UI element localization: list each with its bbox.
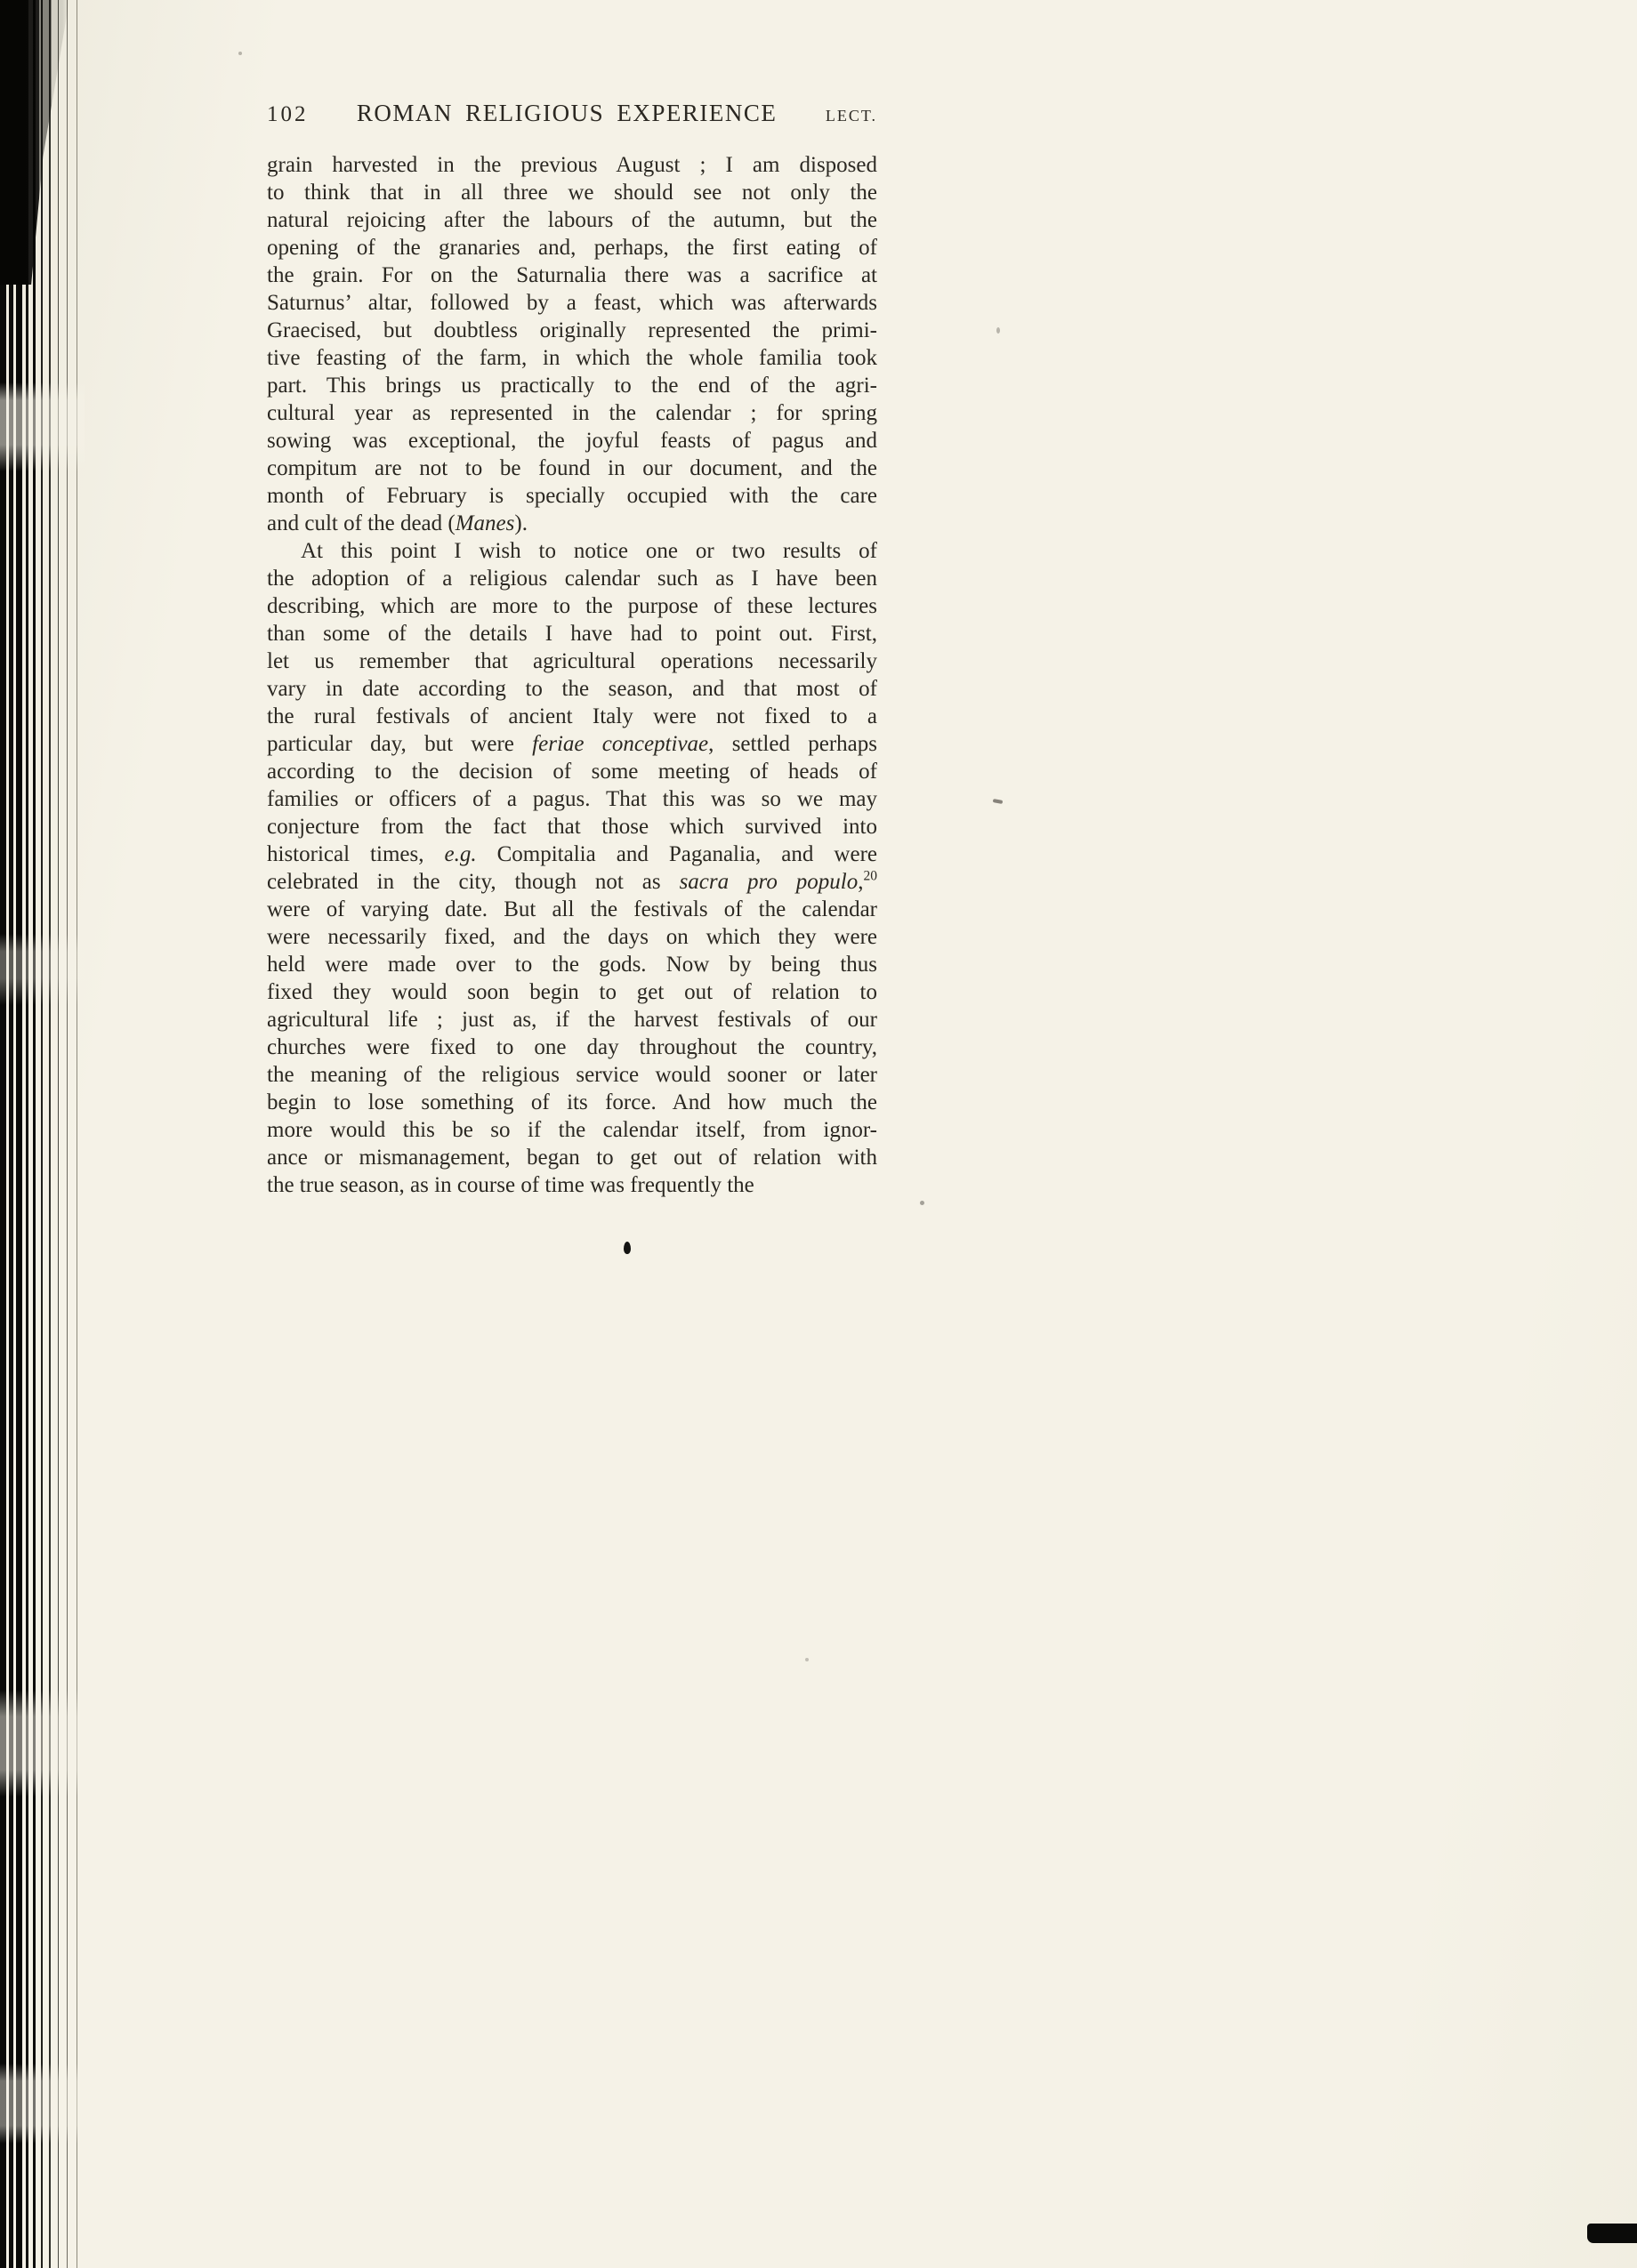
page-header xyxy=(267,100,877,127)
text-line xyxy=(267,206,877,234)
text-run: , settled perhaps xyxy=(708,732,877,756)
header-lect-label: LECT. xyxy=(825,107,877,125)
text-line xyxy=(267,1171,877,1199)
text-line xyxy=(267,234,877,261)
text-run: the grain. For on the Saturnalia there was a sacrifice at xyxy=(267,263,877,287)
text-line xyxy=(267,647,877,675)
text-run: compitum are not to be found in our document, and the xyxy=(267,456,877,480)
text-line xyxy=(267,179,877,206)
text-line xyxy=(267,703,877,730)
text-line xyxy=(267,978,877,1006)
corner-ink-mark xyxy=(1587,2224,1637,2243)
text-run: churches were fixed to one day throughout the country, xyxy=(267,1035,877,1059)
text-line xyxy=(267,565,877,592)
paper-speck xyxy=(238,52,242,55)
italic-run: feriae conceptivae xyxy=(532,732,709,756)
text-run: more would this be so if the calendar itself, from ignor- xyxy=(267,1118,877,1142)
text-line xyxy=(267,785,877,813)
text-line xyxy=(267,1061,877,1089)
text-run: Graecised, but doubtless originally represented the primi- xyxy=(267,318,877,342)
text-line xyxy=(267,454,877,482)
text-line xyxy=(267,675,877,703)
text-line xyxy=(267,482,877,510)
text-run: grain harvested in the previous August ; I am disposed xyxy=(267,153,877,177)
text-run: than some of the details I have had to point out. First, xyxy=(267,622,877,646)
italic-run: sacra pro populo xyxy=(679,870,859,894)
text-line xyxy=(267,923,877,951)
text-line xyxy=(267,344,877,372)
text-run: natural rejoicing after the labours of the autumn, but the xyxy=(267,208,877,232)
paper-speck xyxy=(805,1658,809,1661)
text-run: opening of the granaries and, perhaps, the first eating of xyxy=(267,236,877,260)
text-line xyxy=(267,399,877,427)
text-line xyxy=(267,813,877,840)
text-run: conjecture from the fact that those which survived into xyxy=(267,815,877,839)
text-run: the adoption of a religious calendar such as I have been xyxy=(267,567,877,591)
text-run: particular day, but were xyxy=(267,732,533,756)
text-run: the rural festivals of ancient Italy were not fixed to a xyxy=(267,704,877,728)
text-line xyxy=(267,1089,877,1116)
text-run: the meaning of the religious service would sooner or later xyxy=(267,1063,877,1087)
text-line xyxy=(267,868,877,896)
text-run: vary in date according to the season, and that most of xyxy=(267,677,877,701)
text-line xyxy=(267,317,877,344)
paper-speck xyxy=(996,327,1000,334)
footnote-ref: 20 xyxy=(863,868,877,884)
text-run: fixed they would soon begin to get out of relation to xyxy=(267,980,877,1004)
text-run: the true season, as in course of time was frequently the xyxy=(267,1173,754,1197)
text-run: sowing was exceptional, the joyful feasts of pagus and xyxy=(267,429,877,453)
text-line xyxy=(267,730,877,758)
paragraph xyxy=(267,151,877,537)
text-line xyxy=(267,510,877,537)
italic-run: Manes xyxy=(455,511,515,535)
text-run: ). xyxy=(514,511,528,535)
text-line xyxy=(267,620,877,647)
text-run: month of February is specially occupied with the care xyxy=(267,484,877,508)
text-run: families or officers of a pagus. That this was so we may xyxy=(267,787,877,811)
text-line xyxy=(267,1033,877,1061)
running-title: ROMAN RELIGIOUS EXPERIENCE xyxy=(356,100,778,126)
ink-mark xyxy=(624,1242,631,1254)
text-run: historical times, xyxy=(267,842,445,866)
text-line xyxy=(267,896,877,923)
text-run: , xyxy=(858,870,864,894)
text-run: agricultural life ; just as, if the harvest festivals of our xyxy=(267,1008,877,1032)
text-run: were necessarily fixed, and the days on which they were xyxy=(267,925,877,949)
text-run: cultural year as represented in the calendar ; for spring xyxy=(267,401,877,425)
text-line xyxy=(267,951,877,978)
text-line xyxy=(267,1116,877,1144)
text-run: held were made over to the gods. Now by being thus xyxy=(267,953,877,977)
text-line xyxy=(267,592,877,620)
text-run: were of varying date. But all the festivals of the calendar xyxy=(267,897,877,921)
text-line xyxy=(267,537,877,565)
text-line xyxy=(267,151,877,179)
text-run: describing, which are more to the purpose of these lectures xyxy=(267,594,877,618)
text-run: to think that in all three we should see not only the xyxy=(267,181,877,205)
text-run: part. This brings us practically to the end of the agri- xyxy=(267,374,877,398)
text-run: ance or mismanagement, began to get out of relation with xyxy=(267,1146,877,1170)
page-number: 102 xyxy=(267,102,309,126)
page-content xyxy=(267,100,877,1199)
text-run: begin to lose something of its force. And how much the xyxy=(267,1090,877,1114)
text-line xyxy=(267,758,877,785)
text-line xyxy=(267,840,877,868)
italic-run: e.g. xyxy=(444,842,477,866)
text-run: let us remember that agricultural operations necessarily xyxy=(267,649,877,673)
scan-gutter-artifact xyxy=(0,0,85,2268)
paper-speck xyxy=(920,1201,924,1205)
text-line xyxy=(267,1144,877,1171)
text-line xyxy=(267,289,877,317)
text-line xyxy=(267,1006,877,1033)
text-run: according to the decision of some meeting of heads of xyxy=(267,760,877,784)
text-run: celebrated in the city, though not as xyxy=(267,870,680,894)
text-run: Saturnus’ altar, followed by a feast, which was afterwards xyxy=(267,291,877,315)
text-run: and cult of the dead ( xyxy=(267,511,456,535)
text-line xyxy=(267,427,877,454)
paper-speck xyxy=(993,799,1004,804)
text-line xyxy=(267,372,877,399)
text-block xyxy=(267,151,877,1199)
text-run: Compitalia and Paganalia, and were xyxy=(476,842,877,866)
text-run: At this point I wish to notice one or two results of xyxy=(301,539,877,563)
paragraph xyxy=(267,537,877,1199)
text-run: tive feasting of the farm, in which the whole familia took xyxy=(267,346,877,370)
text-line xyxy=(267,261,877,289)
